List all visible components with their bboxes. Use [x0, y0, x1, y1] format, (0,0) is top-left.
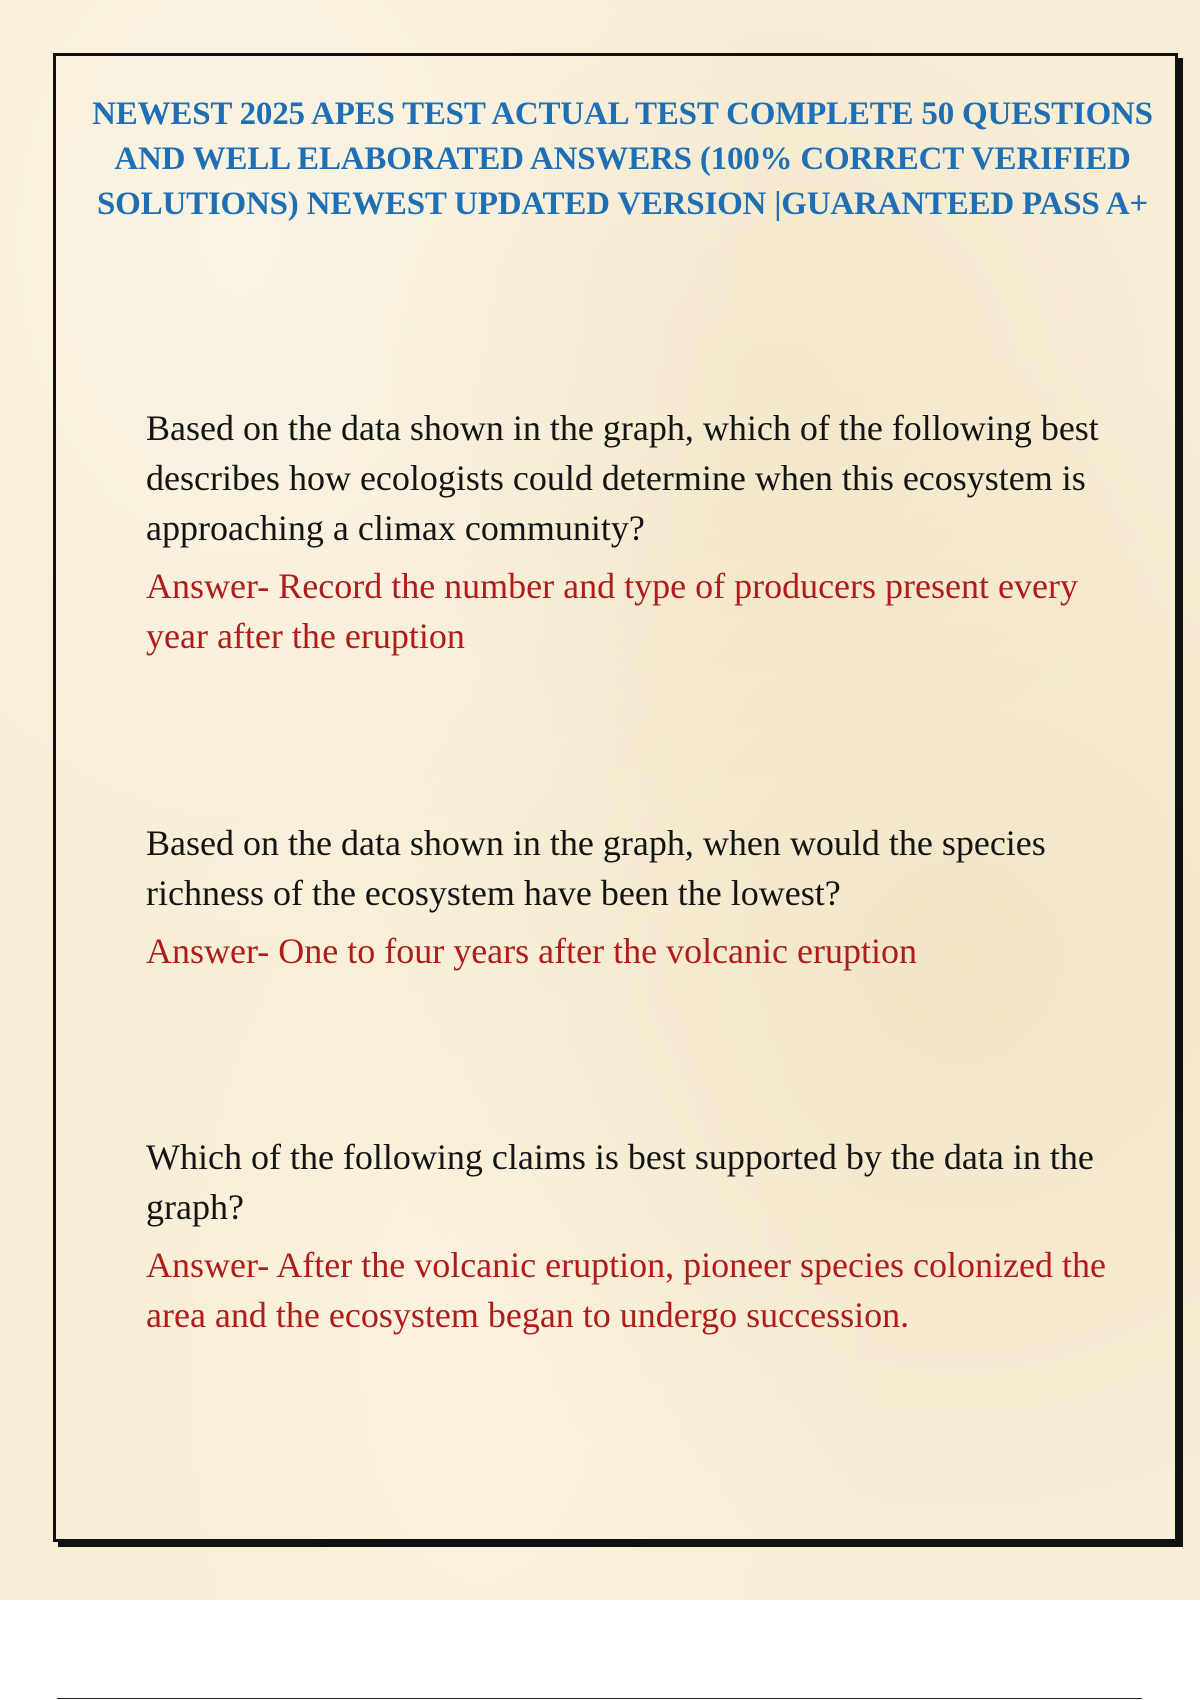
question-text: Which of the following claims is best supported by the data in the graph? — [146, 1137, 1094, 1227]
question-text: Based on the data shown in the graph, which of the following best describes how ecologists could determine when this ecosystem is approaching a climax community? — [146, 408, 1099, 548]
footer-rule — [57, 1698, 1142, 1699]
qa-item-2 — [146, 818, 1106, 976]
answer-text: Answer- Record the number and type of producers present every year after the eruption — [146, 566, 1078, 656]
answer-text: Answer- One to four years after the volcanic eruption — [146, 931, 917, 971]
qa-item-3 — [146, 1132, 1106, 1340]
document-title: NEWEST 2025 APES TEST ACTUAL TEST COMPLETE 50 QUESTIONS AND WELL ELABORATED ANSWERS (100% CORRECT VERIFIED SOLUTIONS) NEWEST UPDATED VERSION |GUARANTEED PASS A+ — [92, 96, 1153, 222]
question-text: Based on the data shown in the graph, when would the species richness of the ecosystem have been the lowest? — [146, 823, 1046, 913]
answer-text: Answer- After the volcanic eruption, pioneer species colonized the area and the ecosystem began to undergo succession. — [146, 1245, 1106, 1335]
qa-item-1 — [146, 403, 1106, 661]
